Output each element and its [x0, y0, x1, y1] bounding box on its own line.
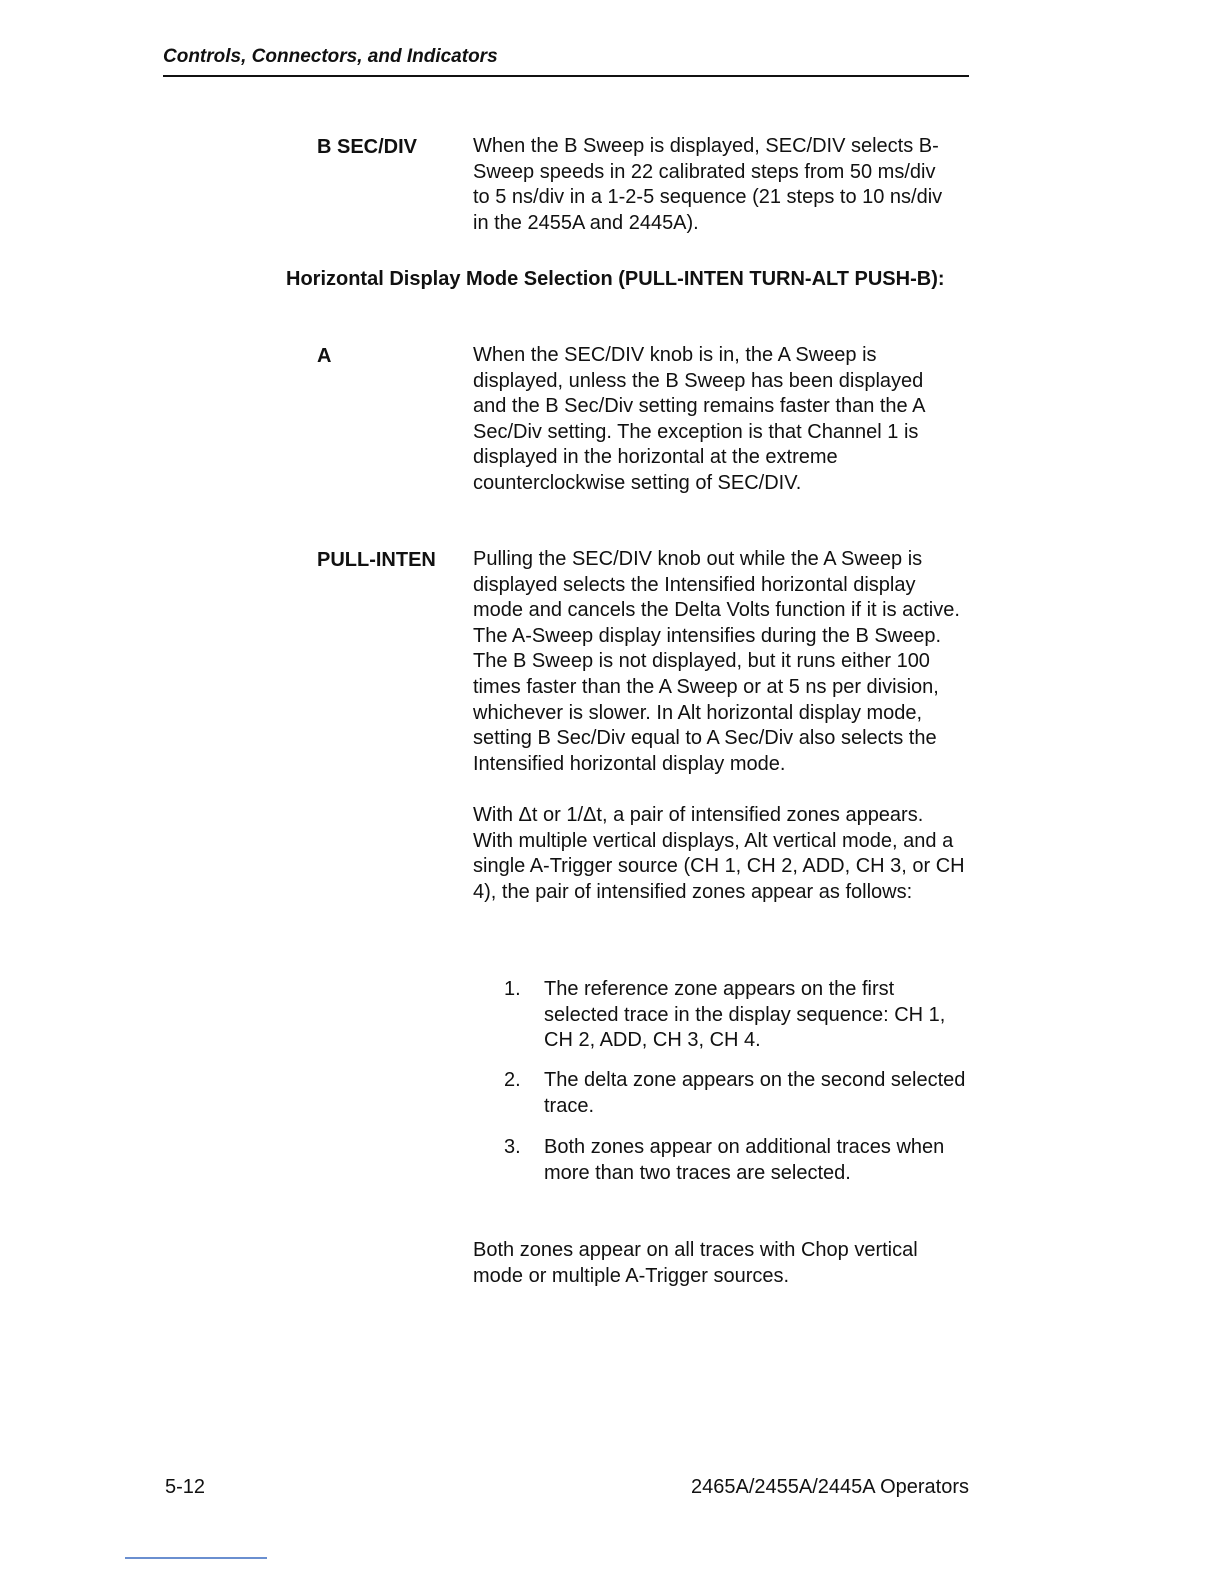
b-sec-div-description: When the B Sweep is displayed, SEC/DIV selects B-Sweep speeds in 22 calibrated steps from 50 ms/div to 5 ns/div in a 1-2-5 sequence (21 steps to 10 ns/div in the 2455A and 2445A).	[473, 135, 943, 234]
pull-inten-description: Pulling the SEC/DIV knob out while the A Sweep is displayed selects the Intensified horizontal display mode and cancels the Delta Volts function if it is active. The A-Sweep display intensifies during the B Sweep. The B Sweep is not displayed, but it runs either 100 times faster than the A Sweep or at 5 ns per division, whichever is slower. In Alt horizontal display mode, setting B Sec/Div equal to A Sec/Div also selects the Intensified horizontal display mode.	[473, 548, 960, 775]
term-a: A	[317, 345, 332, 367]
a-description: When the SEC/DIV knob is in, the A Sweep is displayed, unless the B Sweep has been displayed and the B Sec/Div setting remains faster than the A Sec/Div setting. The exception is that Channel 1 is displayed in the horizontal at the extreme counterclockwise setting of SEC/DIV.	[473, 344, 925, 494]
term-b-sec-div: B SEC/DIV	[317, 136, 418, 158]
intensified-zones-paragraph: With Δt or 1/Δt, a pair of intensified zones appears. With multiple vertical displays, Alt vertical mode, and a single A-Trigger source (CH 1, CH 2, ADD, CH 3, or CH 4), the pair of intensified zones appear as follows:	[473, 804, 965, 903]
list-number: 1.	[504, 978, 521, 1000]
page-number: 5-12	[165, 1476, 206, 1498]
document-title: 2465A/2455A/2445A Operators	[691, 1476, 969, 1498]
list-text: The reference zone appears on the first selected trace in the display sequence: CH 1, CH 2, ADD, CH 3, CH 4.	[544, 978, 946, 1052]
list-number: 3.	[504, 1136, 521, 1158]
chop-mode-paragraph: Both zones appear on all traces with Chop vertical mode or multiple A-Trigger sources.	[473, 1239, 918, 1287]
list-number: 2.	[504, 1069, 521, 1091]
footer-rule	[125, 1557, 267, 1559]
list-text: The delta zone appears on the second selected trace.	[544, 1069, 966, 1117]
section-heading: Horizontal Display Mode Selection (PULL-INTEN TURN-ALT PUSH-B):	[286, 268, 945, 290]
term-pull-inten: PULL-INTEN	[317, 549, 436, 571]
list-text: Both zones appear on additional traces when more than two traces are selected.	[544, 1136, 945, 1184]
running-head: Controls, Connectors, and Indicators	[163, 46, 498, 67]
header-rule	[163, 75, 969, 77]
